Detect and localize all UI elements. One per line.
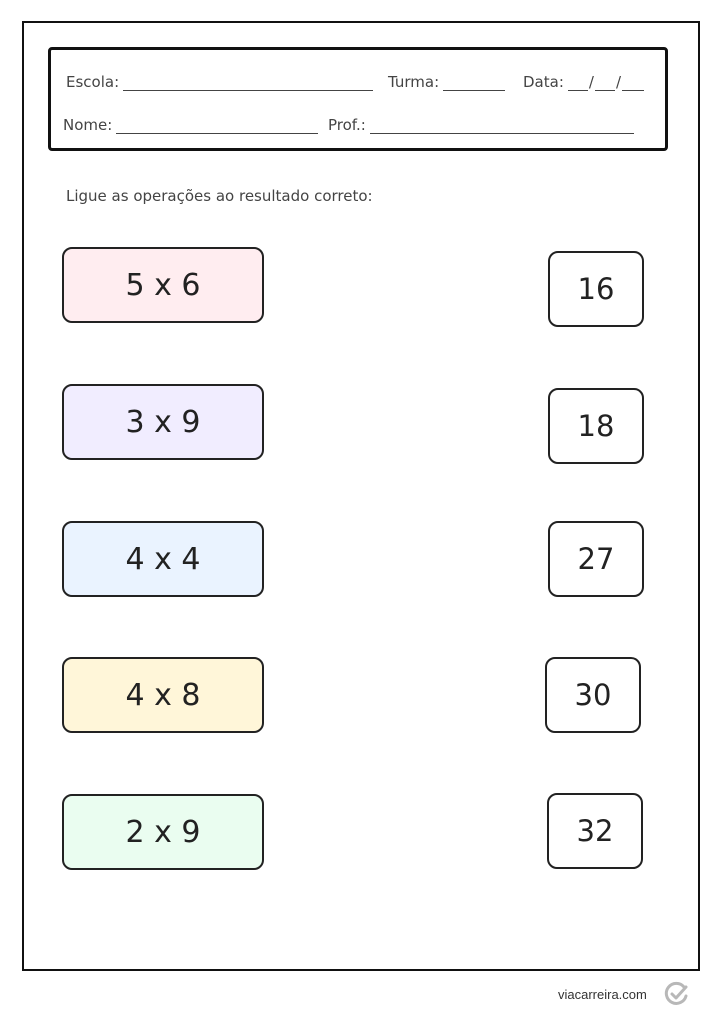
- nome-field[interactable]: [63, 116, 318, 134]
- escola-field[interactable]: [66, 73, 373, 91]
- prof-line[interactable]: [370, 119, 634, 134]
- result-text: 16: [577, 272, 615, 306]
- result-box[interactable]: [548, 251, 644, 327]
- result-box[interactable]: [545, 657, 641, 733]
- nome-line[interactable]: [116, 119, 318, 134]
- data-label: Data:: [523, 73, 564, 91]
- data-day-line[interactable]: [568, 76, 588, 91]
- header-box: [48, 47, 668, 151]
- turma-line[interactable]: [443, 76, 505, 91]
- result-box[interactable]: [548, 388, 644, 464]
- result-box[interactable]: [547, 793, 643, 869]
- escola-label: Escola:: [66, 73, 120, 91]
- data-field[interactable]: Data: / /: [523, 73, 644, 91]
- operation-text: 4 x 4: [125, 541, 201, 577]
- operation-box[interactable]: [62, 521, 264, 597]
- result-box[interactable]: [548, 521, 644, 597]
- data-month-line[interactable]: [595, 76, 615, 91]
- turma-field[interactable]: [388, 73, 505, 91]
- operation-text: 5 x 6: [125, 267, 201, 303]
- instruction-text: Ligue as operações ao resultado correto:: [66, 187, 373, 205]
- operation-text: 3 x 9: [125, 404, 201, 440]
- prof-label: Prof.:: [328, 116, 366, 134]
- operation-box[interactable]: [62, 247, 264, 323]
- result-text: 32: [576, 814, 614, 848]
- result-text: 18: [577, 409, 615, 443]
- operation-box[interactable]: [62, 657, 264, 733]
- footer-site-text: viacarreira.com: [558, 987, 647, 1002]
- operation-text: 4 x 8: [125, 677, 201, 713]
- operation-box[interactable]: [62, 794, 264, 870]
- result-text: 27: [577, 542, 615, 576]
- turma-label: Turma:: [388, 73, 440, 91]
- data-year-line[interactable]: [622, 76, 644, 91]
- operation-box[interactable]: [62, 384, 264, 460]
- checkmark-circle-logo-icon: [664, 981, 690, 1007]
- nome-label: Nome:: [63, 116, 113, 134]
- escola-line[interactable]: [123, 76, 373, 91]
- prof-field[interactable]: [328, 116, 634, 134]
- result-text: 30: [574, 678, 612, 712]
- operation-text: 2 x 9: [125, 814, 201, 850]
